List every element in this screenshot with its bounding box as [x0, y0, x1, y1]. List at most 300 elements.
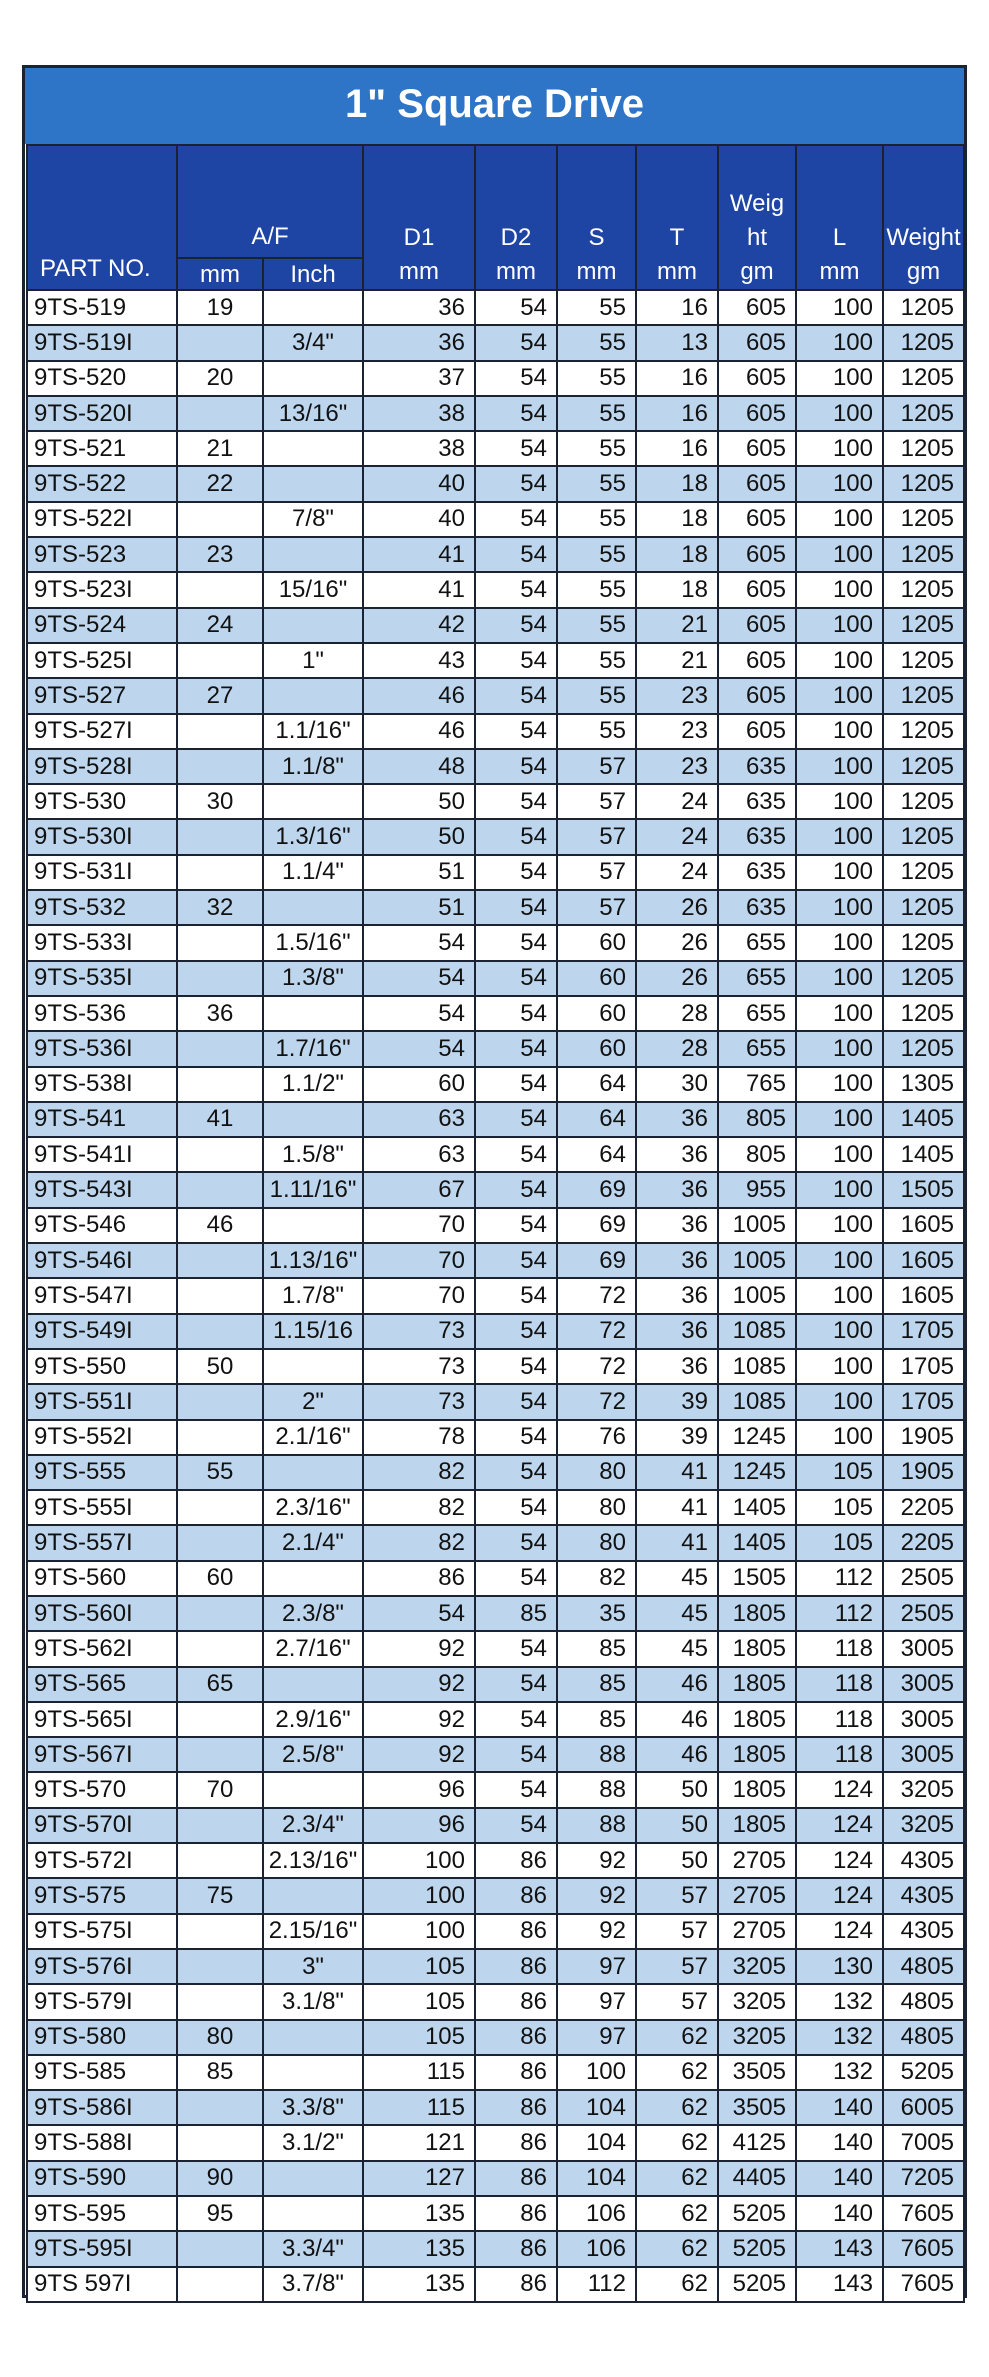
- cell-s: 97: [557, 1949, 636, 1984]
- cell-d2: 54: [475, 784, 557, 819]
- cell-weig-ht: 605: [718, 431, 796, 466]
- cell-d1: 73: [363, 1349, 475, 1384]
- cell-weight: 1205: [883, 749, 964, 784]
- cell-af-mm: [177, 925, 263, 960]
- cell-af-mm: [177, 396, 263, 431]
- cell-d1: 36: [363, 290, 475, 325]
- cell-s: 55: [557, 714, 636, 749]
- cell-s: 88: [557, 1808, 636, 1843]
- header-weig-ht-line: ht: [746, 224, 767, 251]
- table-row: [27, 1455, 964, 1490]
- cell-l: 124: [796, 1772, 883, 1807]
- cell-part-no: 9TS-555I: [27, 1490, 177, 1525]
- cell-af-mm: 21: [177, 431, 263, 466]
- cell-l: 100: [796, 1420, 883, 1455]
- cell-t: 39: [636, 1420, 718, 1455]
- header-d1: [363, 145, 475, 290]
- cell-weig-ht: 5205: [718, 2231, 796, 2266]
- cell-d1: 70: [363, 1278, 475, 1313]
- cell-d2: 86: [475, 2196, 557, 2231]
- cell-d1: 115: [363, 2090, 475, 2125]
- cell-weig-ht: 3205: [718, 1949, 796, 1984]
- cell-d2: 54: [475, 1667, 557, 1702]
- cell-l: 100: [796, 961, 883, 996]
- cell-d1: 96: [363, 1808, 475, 1843]
- cell-weight: 1205: [883, 678, 964, 713]
- cell-af-inch: 2": [263, 1384, 363, 1419]
- cell-d1: 92: [363, 1702, 475, 1737]
- cell-d1: 78: [363, 1420, 475, 1455]
- table-row: [27, 1420, 964, 1455]
- cell-part-no: 9TS-523: [27, 537, 177, 572]
- table-body: [27, 290, 964, 2302]
- cell-l: 132: [796, 1984, 883, 2019]
- cell-l: 100: [796, 1384, 883, 1419]
- header-weig-ht-line: Weig: [729, 190, 785, 217]
- cell-d1: 63: [363, 1102, 475, 1137]
- specifications-table: [26, 144, 965, 2303]
- cell-af-mm: 27: [177, 678, 263, 713]
- cell-part-no: 9TS-567I: [27, 1737, 177, 1772]
- cell-t: 23: [636, 714, 718, 749]
- cell-l: 143: [796, 2231, 883, 2266]
- cell-part-no: 9TS-575: [27, 1878, 177, 1913]
- cell-weight: 1205: [883, 572, 964, 607]
- cell-part-no: 9TS-525I: [27, 643, 177, 678]
- cell-af-inch: 1": [263, 643, 363, 678]
- cell-t: 16: [636, 290, 718, 325]
- cell-weight: 1205: [883, 925, 964, 960]
- cell-weight: 2505: [883, 1596, 964, 1631]
- cell-t: 57: [636, 1914, 718, 1949]
- cell-s: 85: [557, 1702, 636, 1737]
- cell-t: 50: [636, 1772, 718, 1807]
- cell-af-inch: 1.1/4": [263, 855, 363, 890]
- table-row: [27, 1102, 964, 1137]
- cell-af-inch: 1.7/16": [263, 1031, 363, 1066]
- table-row: [27, 2267, 964, 2302]
- cell-t: 24: [636, 855, 718, 890]
- cell-part-no: 9TS-530: [27, 784, 177, 819]
- cell-d2: 54: [475, 961, 557, 996]
- cell-l: 100: [796, 325, 883, 360]
- cell-s: 55: [557, 325, 636, 360]
- cell-part-no: 9TS-546: [27, 1208, 177, 1243]
- cell-l: 112: [796, 1596, 883, 1631]
- cell-weig-ht: 605: [718, 290, 796, 325]
- cell-t: 26: [636, 961, 718, 996]
- cell-weig-ht: 655: [718, 996, 796, 1031]
- table-row: [27, 1172, 964, 1207]
- table-row: [27, 1349, 964, 1384]
- cell-d1: 38: [363, 431, 475, 466]
- cell-weig-ht: 1085: [718, 1314, 796, 1349]
- cell-part-no: 9TS-520: [27, 361, 177, 396]
- cell-af-inch: [263, 2161, 363, 2196]
- cell-t: 50: [636, 1808, 718, 1843]
- cell-weig-ht: 635: [718, 784, 796, 819]
- cell-af-mm: [177, 2090, 263, 2125]
- cell-t: 18: [636, 502, 718, 537]
- cell-part-no: 9TS-565: [27, 1667, 177, 1702]
- table-row: [27, 290, 964, 325]
- cell-s: 57: [557, 749, 636, 784]
- cell-weight: 1205: [883, 819, 964, 854]
- cell-d1: 70: [363, 1208, 475, 1243]
- cell-af-mm: [177, 2267, 263, 2302]
- cell-d2: 54: [475, 714, 557, 749]
- table-row: [27, 1631, 964, 1666]
- cell-d1: 135: [363, 2196, 475, 2231]
- cell-af-inch: [263, 290, 363, 325]
- cell-t: 18: [636, 466, 718, 501]
- cell-d2: 86: [475, 2090, 557, 2125]
- cell-t: 23: [636, 749, 718, 784]
- cell-d1: 54: [363, 1596, 475, 1631]
- cell-t: 36: [636, 1102, 718, 1137]
- cell-af-mm: [177, 1278, 263, 1313]
- cell-d2: 54: [475, 855, 557, 890]
- cell-af-mm: [177, 325, 263, 360]
- cell-weight: 4805: [883, 2020, 964, 2055]
- cell-weig-ht: 1005: [718, 1278, 796, 1313]
- cell-t: 57: [636, 1878, 718, 1913]
- cell-weight: 1205: [883, 1031, 964, 1066]
- cell-d2: 54: [475, 361, 557, 396]
- cell-t: 16: [636, 431, 718, 466]
- header-af-inch: Inch: [263, 258, 363, 290]
- cell-weig-ht: 605: [718, 608, 796, 643]
- cell-af-inch: 1.1/2": [263, 1067, 363, 1102]
- cell-d1: 42: [363, 608, 475, 643]
- table-row: [27, 1067, 964, 1102]
- table-row: [27, 1490, 964, 1525]
- table-row: [27, 855, 964, 890]
- cell-l: 100: [796, 466, 883, 501]
- cell-weig-ht: 805: [718, 1137, 796, 1172]
- cell-weight: 3005: [883, 1737, 964, 1772]
- cell-t: 16: [636, 361, 718, 396]
- cell-d1: 82: [363, 1490, 475, 1525]
- table-row: [27, 925, 964, 960]
- table-row: [27, 1314, 964, 1349]
- cell-d2: 54: [475, 325, 557, 360]
- cell-af-mm: [177, 961, 263, 996]
- cell-d1: 135: [363, 2231, 475, 2266]
- cell-weight: 4305: [883, 1843, 964, 1878]
- cell-l: 143: [796, 2267, 883, 2302]
- cell-weight: 1305: [883, 1067, 964, 1102]
- cell-d1: 73: [363, 1384, 475, 1419]
- cell-af-mm: [177, 1031, 263, 1066]
- cell-d2: 54: [475, 1455, 557, 1490]
- cell-weight: 1205: [883, 961, 964, 996]
- cell-s: 92: [557, 1843, 636, 1878]
- cell-af-inch: [263, 466, 363, 501]
- cell-d1: 70: [363, 1243, 475, 1278]
- cell-part-no: 9TS-588I: [27, 2125, 177, 2160]
- cell-part-no: 9TS-575I: [27, 1914, 177, 1949]
- cell-d2: 54: [475, 1067, 557, 1102]
- cell-weig-ht: 605: [718, 572, 796, 607]
- cell-af-mm: [177, 1949, 263, 1984]
- cell-weig-ht: 3205: [718, 1984, 796, 2019]
- cell-s: 88: [557, 1737, 636, 1772]
- cell-part-no: 9TS-527: [27, 678, 177, 713]
- cell-d1: 40: [363, 502, 475, 537]
- header-row: [27, 145, 964, 258]
- cell-s: 72: [557, 1278, 636, 1313]
- cell-weight: 1205: [883, 431, 964, 466]
- cell-l: 100: [796, 1314, 883, 1349]
- cell-s: 69: [557, 1208, 636, 1243]
- header-af-mm: mm: [177, 258, 263, 290]
- cell-af-inch: 2.3/8": [263, 1596, 363, 1631]
- table-row: [27, 2231, 964, 2266]
- cell-s: 64: [557, 1067, 636, 1102]
- cell-weig-ht: 605: [718, 678, 796, 713]
- cell-weig-ht: 605: [718, 396, 796, 431]
- page-title: 1" Square Drive: [25, 68, 964, 144]
- cell-d1: 135: [363, 2267, 475, 2302]
- cell-weig-ht: 605: [718, 502, 796, 537]
- cell-weig-ht: 2705: [718, 1914, 796, 1949]
- cell-s: 92: [557, 1914, 636, 1949]
- cell-s: 57: [557, 855, 636, 890]
- cell-part-no: 9TS-585: [27, 2055, 177, 2090]
- cell-t: 62: [636, 2231, 718, 2266]
- cell-af-inch: 1.3/16": [263, 819, 363, 854]
- cell-weight: 1605: [883, 1243, 964, 1278]
- cell-weig-ht: 5205: [718, 2196, 796, 2231]
- cell-d2: 54: [475, 1208, 557, 1243]
- cell-af-inch: 1.7/8": [263, 1278, 363, 1313]
- table-row: [27, 1561, 964, 1596]
- cell-d2: 54: [475, 1737, 557, 1772]
- cell-s: 55: [557, 678, 636, 713]
- cell-t: 41: [636, 1490, 718, 1525]
- cell-part-no: 9TS-541: [27, 1102, 177, 1137]
- cell-part-no: 9TS-535I: [27, 961, 177, 996]
- cell-weight: 1205: [883, 537, 964, 572]
- cell-d1: 54: [363, 961, 475, 996]
- cell-d2: 85: [475, 1596, 557, 1631]
- cell-d1: 46: [363, 714, 475, 749]
- cell-weig-ht: 1805: [718, 1808, 796, 1843]
- cell-t: 24: [636, 784, 718, 819]
- cell-l: 130: [796, 1949, 883, 1984]
- cell-part-no: 9TS-560I: [27, 1596, 177, 1631]
- cell-s: 55: [557, 361, 636, 396]
- cell-d1: 82: [363, 1525, 475, 1560]
- cell-s: 69: [557, 1172, 636, 1207]
- cell-d1: 105: [363, 1984, 475, 2019]
- cell-l: 100: [796, 1031, 883, 1066]
- cell-weig-ht: 605: [718, 325, 796, 360]
- cell-d2: 54: [475, 1384, 557, 1419]
- cell-weight: 1905: [883, 1420, 964, 1455]
- cell-d1: 92: [363, 1737, 475, 1772]
- cell-weight: 7205: [883, 2161, 964, 2196]
- cell-weight: 1205: [883, 325, 964, 360]
- table-row: [27, 1031, 964, 1066]
- cell-weight: 1405: [883, 1137, 964, 1172]
- cell-d1: 86: [363, 1561, 475, 1596]
- cell-t: 28: [636, 1031, 718, 1066]
- cell-l: 100: [796, 1208, 883, 1243]
- cell-af-mm: [177, 1596, 263, 1631]
- cell-af-mm: [177, 1914, 263, 1949]
- cell-weight: 1205: [883, 396, 964, 431]
- cell-d2: 54: [475, 749, 557, 784]
- cell-d1: 92: [363, 1667, 475, 1702]
- cell-weig-ht: 765: [718, 1067, 796, 1102]
- cell-t: 45: [636, 1596, 718, 1631]
- cell-s: 92: [557, 1878, 636, 1913]
- cell-t: 62: [636, 2196, 718, 2231]
- table-row: [27, 678, 964, 713]
- cell-d2: 54: [475, 1525, 557, 1560]
- table-row: [27, 784, 964, 819]
- cell-weight: 1605: [883, 1278, 964, 1313]
- cell-af-inch: 2.9/16": [263, 1702, 363, 1737]
- cell-af-mm: 19: [177, 290, 263, 325]
- cell-t: 45: [636, 1631, 718, 1666]
- header-l-line: mm: [819, 258, 860, 285]
- cell-part-no: 9TS-536I: [27, 1031, 177, 1066]
- cell-d1: 51: [363, 855, 475, 890]
- cell-weight: 3005: [883, 1631, 964, 1666]
- table-row: [27, 2020, 964, 2055]
- cell-s: 60: [557, 996, 636, 1031]
- cell-s: 57: [557, 784, 636, 819]
- cell-l: 100: [796, 678, 883, 713]
- cell-af-inch: [263, 678, 363, 713]
- cell-s: 82: [557, 1561, 636, 1596]
- table-row: [27, 396, 964, 431]
- cell-d1: 38: [363, 396, 475, 431]
- cell-af-mm: [177, 1420, 263, 1455]
- cell-d2: 86: [475, 2161, 557, 2196]
- cell-s: 57: [557, 819, 636, 854]
- cell-af-inch: 1.5/16": [263, 925, 363, 960]
- cell-af-inch: [263, 996, 363, 1031]
- cell-weight: 1605: [883, 1208, 964, 1243]
- cell-t: 30: [636, 1067, 718, 1102]
- cell-s: 55: [557, 290, 636, 325]
- cell-part-no: 9TS-523I: [27, 572, 177, 607]
- cell-l: 118: [796, 1667, 883, 1702]
- cell-t: 57: [636, 1949, 718, 1984]
- cell-d2: 86: [475, 2020, 557, 2055]
- cell-d2: 54: [475, 1702, 557, 1737]
- cell-s: 60: [557, 961, 636, 996]
- cell-af-inch: 1.1/8": [263, 749, 363, 784]
- cell-d1: 37: [363, 361, 475, 396]
- cell-t: 36: [636, 1243, 718, 1278]
- table-row: [27, 502, 964, 537]
- cell-af-mm: 20: [177, 361, 263, 396]
- cell-af-inch: 7/8": [263, 502, 363, 537]
- cell-af-inch: [263, 2055, 363, 2090]
- cell-af-inch: 1.1/16": [263, 714, 363, 749]
- cell-d2: 54: [475, 1490, 557, 1525]
- cell-l: 105: [796, 1455, 883, 1490]
- cell-d2: 54: [475, 1137, 557, 1172]
- cell-s: 55: [557, 643, 636, 678]
- cell-d2: 54: [475, 1172, 557, 1207]
- table-row: [27, 1208, 964, 1243]
- cell-part-no: 9TS-524: [27, 608, 177, 643]
- cell-d2: 54: [475, 1772, 557, 1807]
- cell-af-inch: 13/16": [263, 396, 363, 431]
- cell-af-mm: [177, 2125, 263, 2160]
- cell-l: 132: [796, 2055, 883, 2090]
- cell-af-mm: [177, 1525, 263, 1560]
- cell-d1: 92: [363, 1631, 475, 1666]
- table-row: [27, 1702, 964, 1737]
- table-row: [27, 1878, 964, 1913]
- cell-part-no: 9TS-595: [27, 2196, 177, 2231]
- cell-s: 80: [557, 1490, 636, 1525]
- cell-weight: 3205: [883, 1808, 964, 1843]
- cell-s: 72: [557, 1314, 636, 1349]
- cell-af-mm: 41: [177, 1102, 263, 1137]
- cell-weig-ht: 5205: [718, 2267, 796, 2302]
- cell-l: 100: [796, 714, 883, 749]
- cell-d1: 60: [363, 1067, 475, 1102]
- cell-d2: 54: [475, 431, 557, 466]
- cell-part-no: 9TS-520I: [27, 396, 177, 431]
- cell-weight: 3205: [883, 1772, 964, 1807]
- header-af: A/F: [177, 145, 363, 258]
- cell-af-inch: [263, 1561, 363, 1596]
- cell-s: 55: [557, 608, 636, 643]
- cell-weig-ht: 635: [718, 749, 796, 784]
- cell-d1: 105: [363, 1949, 475, 1984]
- cell-weig-ht: 1805: [718, 1737, 796, 1772]
- cell-af-mm: 95: [177, 2196, 263, 2231]
- cell-l: 100: [796, 431, 883, 466]
- cell-d2: 54: [475, 1243, 557, 1278]
- table-row: [27, 1737, 964, 1772]
- cell-s: 85: [557, 1631, 636, 1666]
- cell-weight: 4805: [883, 1949, 964, 1984]
- cell-part-no: 9TS-519I: [27, 325, 177, 360]
- cell-part-no: 9TS-549I: [27, 1314, 177, 1349]
- cell-part-no: 9TS 597I: [27, 2267, 177, 2302]
- cell-part-no: 9TS-519: [27, 290, 177, 325]
- cell-weig-ht: 955: [718, 1172, 796, 1207]
- table-row: [27, 1984, 964, 2019]
- table-row: [27, 2161, 964, 2196]
- cell-af-inch: 3.1/8": [263, 1984, 363, 2019]
- cell-t: 24: [636, 819, 718, 854]
- cell-d2: 86: [475, 1949, 557, 1984]
- cell-weight: 4805: [883, 1984, 964, 2019]
- cell-weig-ht: 605: [718, 537, 796, 572]
- cell-d2: 54: [475, 466, 557, 501]
- cell-d1: 54: [363, 1031, 475, 1066]
- cell-l: 100: [796, 290, 883, 325]
- cell-weight: 1205: [883, 996, 964, 1031]
- header-d2-line: D2: [500, 224, 532, 251]
- cell-af-mm: 75: [177, 1878, 263, 1913]
- cell-t: 13: [636, 325, 718, 360]
- cell-part-no: 9TS-565I: [27, 1702, 177, 1737]
- cell-l: 140: [796, 2090, 883, 2125]
- cell-af-mm: [177, 1490, 263, 1525]
